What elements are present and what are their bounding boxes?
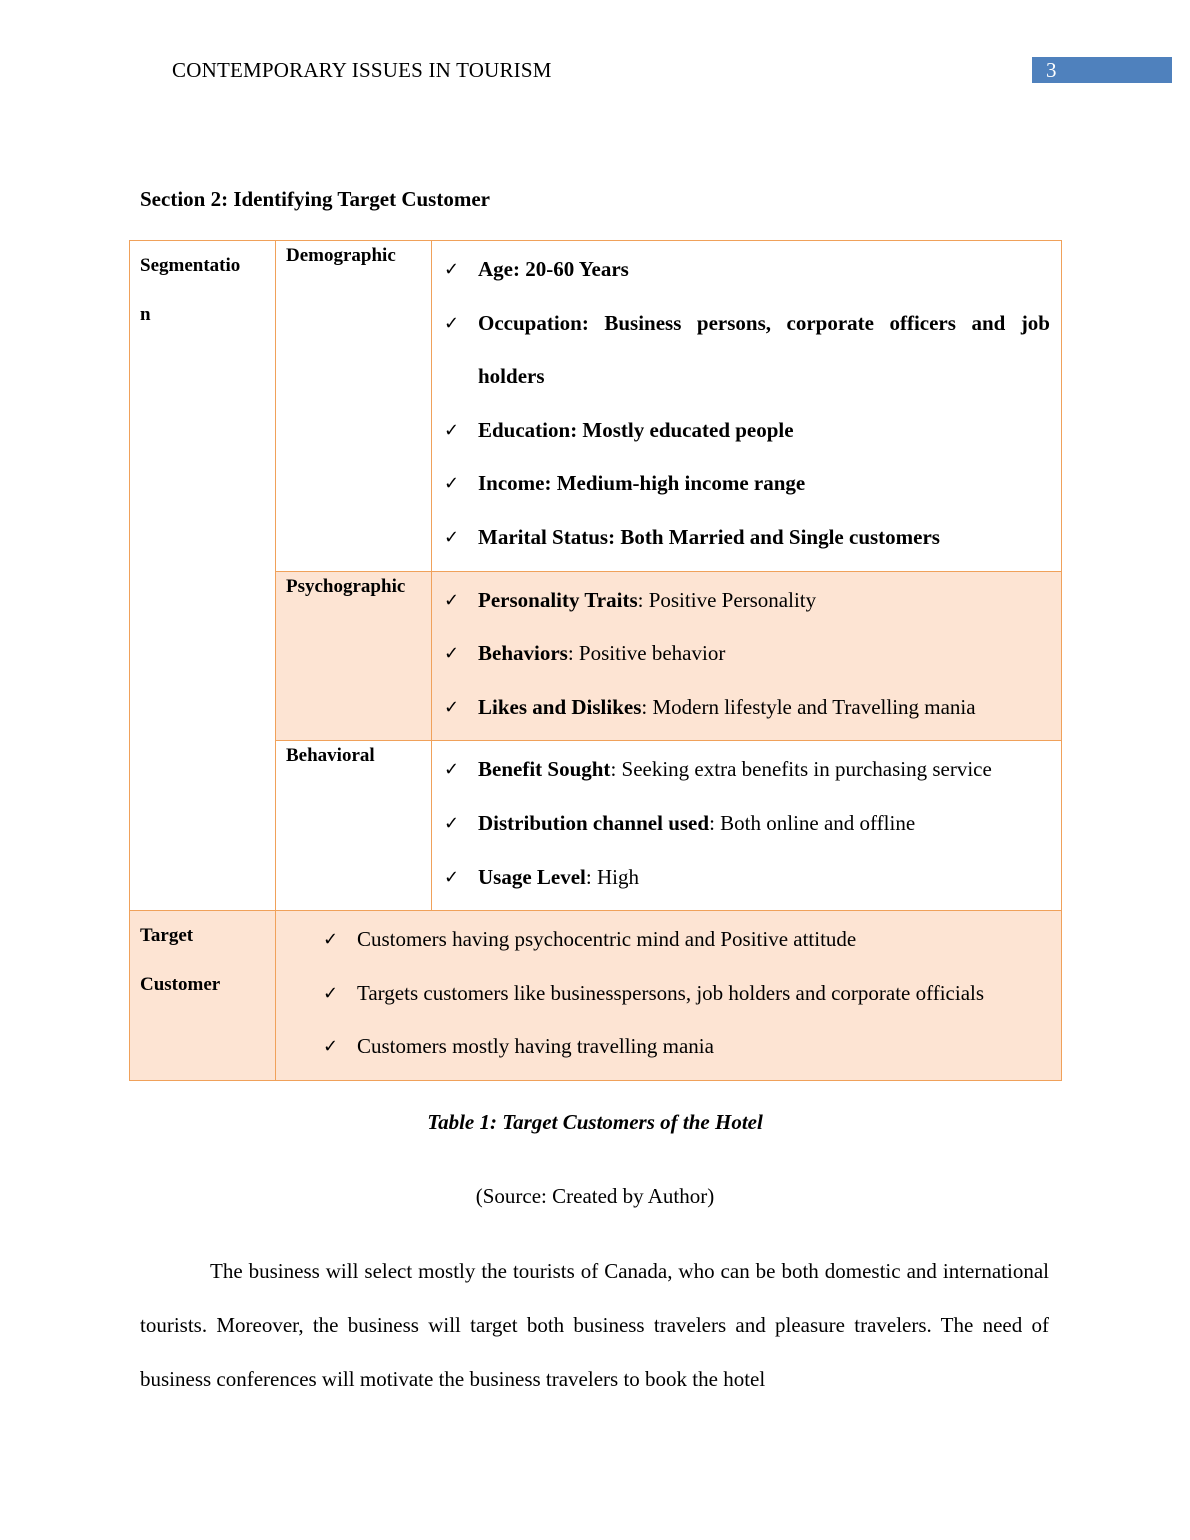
psychographic-text: : Positive behavior xyxy=(567,641,726,666)
demographic-item-occupation: Occupation: Business persons, corporate officers and job holders xyxy=(478,310,1050,389)
demographic-item-age: Age: 20-60 Years xyxy=(478,257,629,281)
psychographic-text: : Modern lifestyle and Travelling mania xyxy=(641,694,976,719)
psychographic-text: : Positive Personality xyxy=(637,587,817,612)
checkmark-icon: ✓ xyxy=(444,419,460,441)
list-item xyxy=(444,681,1050,735)
checkmark-icon: ✓ xyxy=(444,589,460,611)
target-customer-table xyxy=(129,240,1062,1081)
checkmark-icon: ✓ xyxy=(323,982,339,1004)
demographic-item-marital-status: Marital Status: Both Married and Single customers xyxy=(478,524,940,549)
demographic-label: Demographic xyxy=(276,241,432,572)
list-item xyxy=(444,457,1050,511)
checkmark-icon: ✓ xyxy=(444,759,460,781)
list-item xyxy=(444,627,1050,681)
checkmark-icon: ✓ xyxy=(444,259,460,280)
segmentation-label-line2: n xyxy=(140,304,151,325)
target-item: Customers mostly having travelling mania xyxy=(357,1034,714,1059)
list-item xyxy=(444,297,1050,404)
list-item xyxy=(444,511,1050,565)
target-label-line2: Customer xyxy=(140,974,221,996)
list-item xyxy=(323,1020,1050,1074)
checkmark-icon: ✓ xyxy=(444,526,460,548)
running-header-title: CONTEMPORARY ISSUES IN TOURISM xyxy=(172,58,552,82)
psychographic-term: Behaviors xyxy=(478,641,568,666)
demographic-item-income: Income: Medium-high income range xyxy=(478,471,806,496)
checkmark-icon: ✓ xyxy=(444,812,460,834)
checkmark-icon: ✓ xyxy=(323,1036,339,1058)
psychographic-term: Personality Traits xyxy=(478,587,638,612)
behavioral-text: : Both online and offline xyxy=(709,810,916,835)
segmentation-label-line1: Segmentatio xyxy=(140,255,241,276)
behavioral-text: : High xyxy=(585,864,639,889)
checkmark-icon: ✓ xyxy=(323,929,339,951)
table-caption: Table 1: Target Customers of the Hotel xyxy=(427,1110,763,1134)
body-paragraph: The business will select mostly the tourists of Canada, who can be both domestic and international tourists. Moreover, the business will target both business travelers and pleasure travelers. The need of business conferences will motivate the business travelers to book the hotel xyxy=(140,1259,1049,1391)
behavioral-text: : Seeking extra benefits in purchasing service xyxy=(610,757,992,782)
checkmark-icon: ✓ xyxy=(444,643,460,665)
table-source: (Source: Created by Author) xyxy=(475,1184,715,1208)
target-item: Customers having psychocentric mind and Positive attitude xyxy=(357,927,857,952)
list-item xyxy=(444,797,1050,851)
checkmark-icon: ✓ xyxy=(444,866,460,888)
behavioral-term: Usage Level xyxy=(478,864,586,889)
section-heading: Section 2: Identifying Target Customer xyxy=(140,187,490,211)
page-number: 3 xyxy=(1032,57,1172,83)
behavioral-cell xyxy=(432,741,1062,911)
demographic-row xyxy=(130,241,1062,572)
demographic-cell xyxy=(432,241,1062,572)
list-item xyxy=(444,243,1050,297)
checkmark-icon: ✓ xyxy=(444,473,460,495)
demographic-item-education: Education: Mostly educated people xyxy=(478,417,794,442)
target-item: Targets customers like businesspersons, job holders and corporate officials xyxy=(357,980,985,1005)
target-customer-row xyxy=(130,911,1062,1081)
psychographic-term: Likes and Dislikes xyxy=(478,694,642,719)
psychographic-cell xyxy=(432,571,1062,741)
behavioral-label: Behavioral xyxy=(276,741,432,911)
target-label-line1: Target xyxy=(140,925,194,947)
target-customer-cell xyxy=(276,911,1062,1081)
segmentation-label-cell xyxy=(130,241,276,911)
behavioral-term: Benefit Sought xyxy=(478,757,611,782)
checkmark-icon: ✓ xyxy=(444,312,460,334)
checkmark-icon: ✓ xyxy=(444,696,460,718)
behavioral-term: Distribution channel used xyxy=(478,810,710,835)
list-item xyxy=(444,404,1050,458)
psychographic-label: Psychographic xyxy=(276,571,432,741)
target-customer-label-cell xyxy=(130,911,276,1081)
list-item xyxy=(323,913,1050,967)
list-item xyxy=(323,967,1050,1021)
list-item xyxy=(444,743,1050,797)
list-item xyxy=(444,574,1050,628)
list-item xyxy=(444,851,1050,905)
